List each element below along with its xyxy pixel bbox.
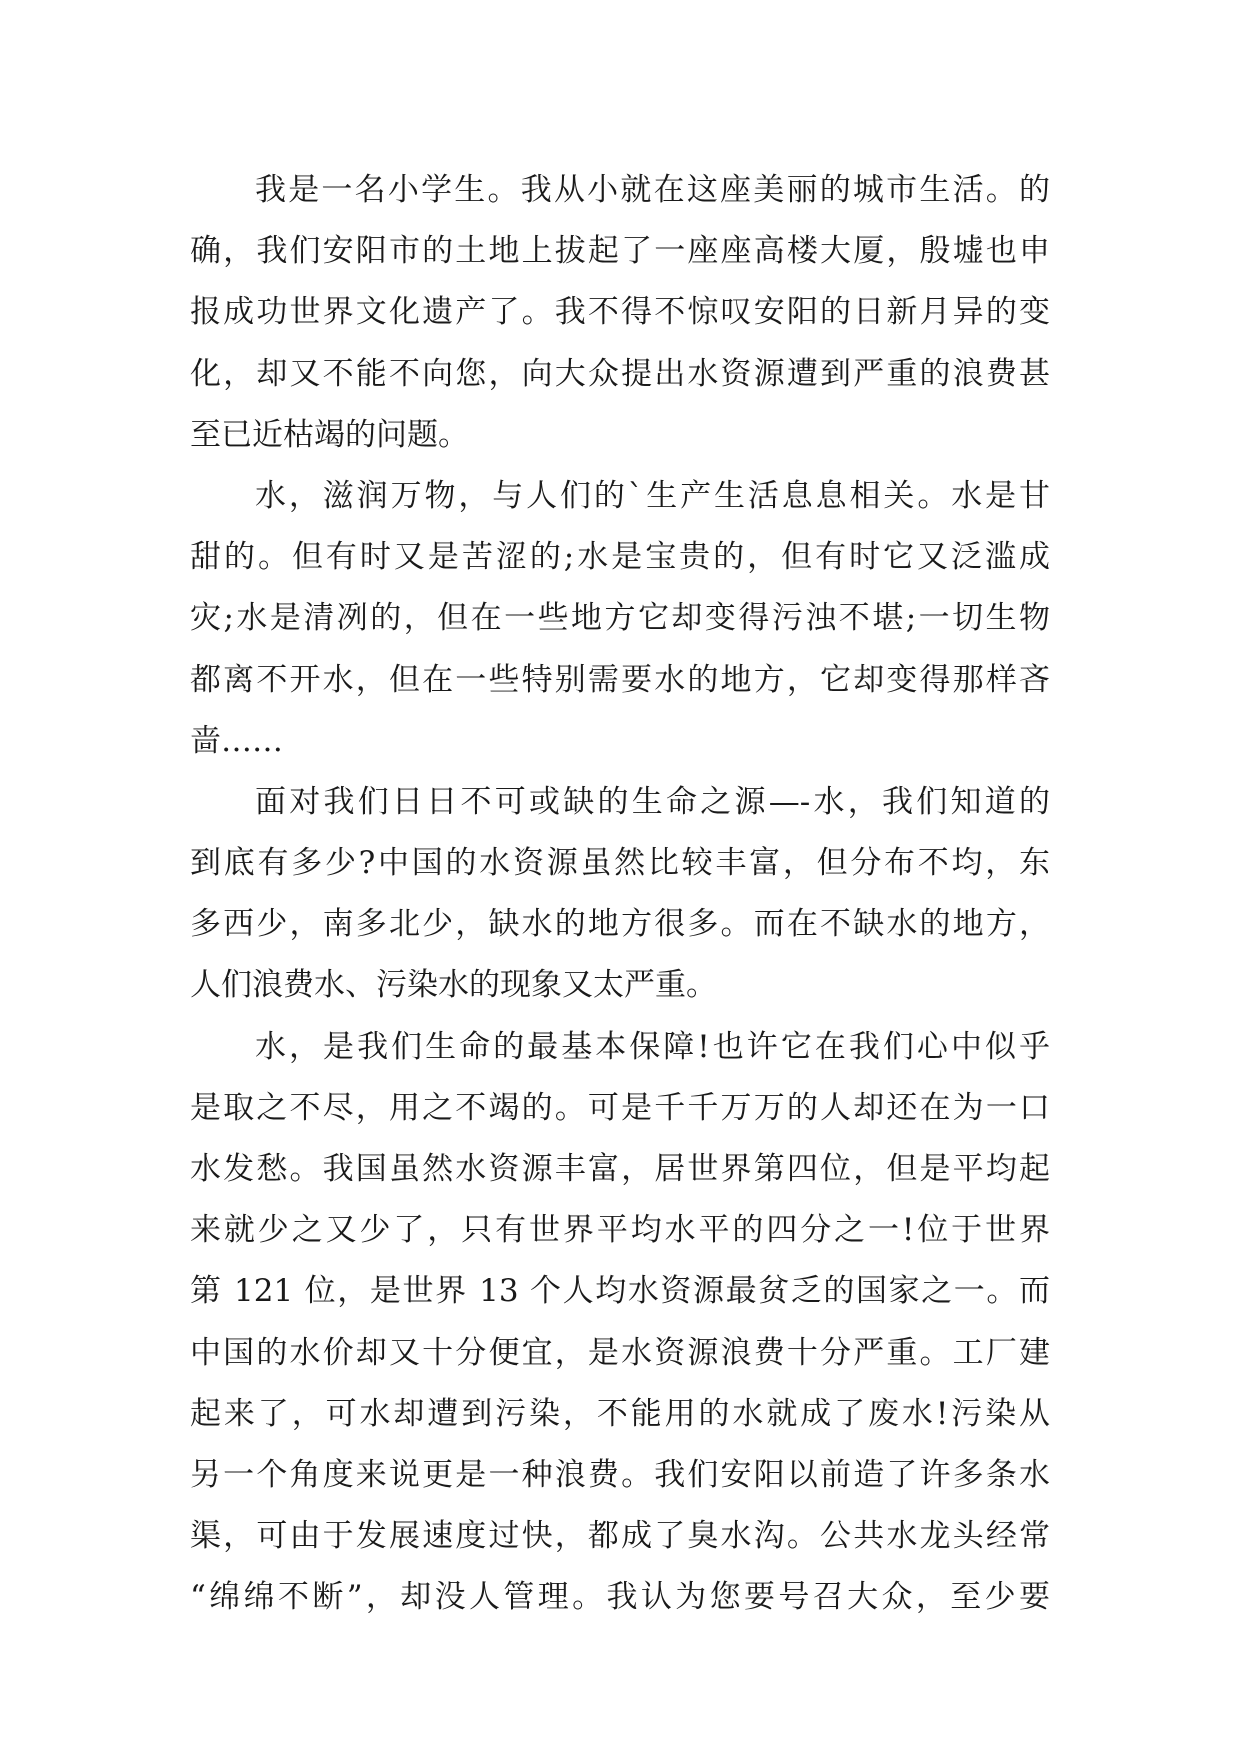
text-line: 多西少，南多北少，缺水的地方很多。而在不缺水的地方，	[190, 906, 1050, 943]
text-line: 第 121 位，是世界 13 个人均水资源最贫乏的国家之一。而	[190, 1273, 1050, 1310]
text-line: 到底有多少?中国的水资源虽然比较丰富，但分布不均，东	[190, 845, 1050, 882]
text-line: 人们浪费水、污染水的现象又太严重。	[190, 967, 717, 1004]
text-line: 甜的。但有时又是苦涩的;水是宝贵的，但有时它又泛滥成	[190, 539, 1050, 576]
text-line: 都离不开水，但在一些特别需要水的地方，它却变得那样吝	[190, 661, 1050, 698]
paragraph-1	[190, 160, 1050, 466]
text-line: 确，我们安阳市的土地上拔起了一座座高楼大厦，殷墟也申	[190, 233, 1050, 270]
paragraph-3	[190, 772, 1050, 1017]
text-line: 面对我们日日不可或缺的生命之源—-水，我们知道的	[255, 783, 1050, 820]
text-line: 啬……	[190, 722, 283, 759]
text-line: 灾;水是清冽的，但在一些地方它却变得污浊不堪;一切生物	[190, 600, 1050, 637]
text-line: 起来了，可水却遭到污染，不能用的水就成了废水!污染从	[190, 1395, 1050, 1432]
paragraph-2	[190, 466, 1050, 772]
text-line: 至已近枯竭的问题。	[190, 416, 469, 453]
text-line: “绵绵不断”，却没人管理。我认为您要号召大众，至少要	[190, 1579, 1050, 1616]
text-line: 报成功世界文化遗产了。我不得不惊叹安阳的日新月异的变	[190, 294, 1050, 331]
text-line: 渠，可由于发展速度过快，都成了臭水沟。公共水龙头经常	[190, 1518, 1050, 1555]
text-line: 我是一名小学生。我从小就在这座美丽的城市生活。的	[255, 172, 1050, 208]
paragraph-4	[190, 1017, 1050, 1629]
text-line: 来就少之又少了，只有世界平均水平的四分之一!位于世界	[190, 1212, 1050, 1249]
text-line: 水发愁。我国虽然水资源丰富，居世界第四位，但是平均起	[190, 1151, 1050, 1187]
text-line: 中国的水价却又十分便宜，是水资源浪费十分严重。工厂建	[190, 1334, 1050, 1371]
document-body	[190, 160, 1050, 1629]
text-line: 水，滋润万物，与人们的`生产生活息息相关。水是甘	[255, 477, 1050, 514]
text-line: 另一个角度来说更是一种浪费。我们安阳以前造了许多条水	[190, 1456, 1050, 1493]
text-line: 化，却又不能不向您，向大众提出水资源遭到严重的浪费甚	[190, 355, 1050, 392]
text-line: 水，是我们生命的最基本保障!也许它在我们心中似乎	[255, 1028, 1050, 1065]
text-line: 是取之不尽，用之不竭的。可是千千万万的人却还在为一口	[190, 1089, 1050, 1126]
